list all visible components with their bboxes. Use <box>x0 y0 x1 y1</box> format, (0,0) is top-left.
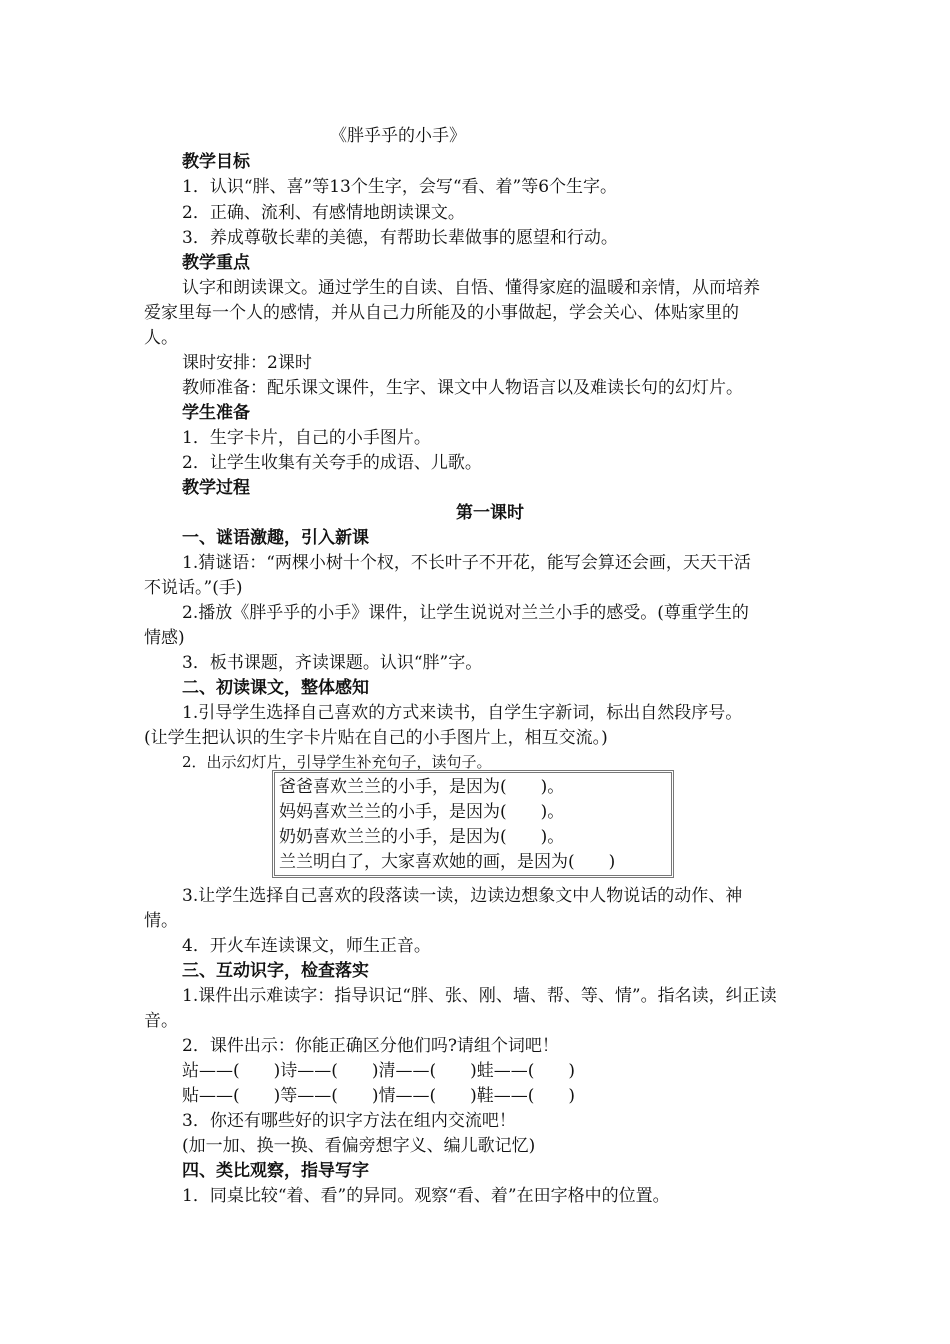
section3-text: (加一加、换一换、看偏旁想字义、编儿歌记忆) <box>182 1136 536 1156</box>
teacher-prep-text: 教师准备：配乐课文课件，生字、课文中人物语言以及难读长句的幻灯片。 <box>182 378 743 398</box>
section1-text: 情感) <box>144 628 185 648</box>
objective-item: 3．养成尊敬长辈的美德，有帮助长辈做事的愿望和行动。 <box>182 228 618 248</box>
section3-text: 音。 <box>144 1011 178 1031</box>
objectives-heading: 教学目标 <box>182 152 250 172</box>
schedule-text: 课时安排：2课时 <box>182 353 312 373</box>
section2-text: 3.让学生选择自己喜欢的段落读一读，边读边想象文中人物说话的动作、神 <box>182 886 743 906</box>
objective-item: 1．认识“胖、喜”等13个生字，会写“看、着”等6个生字。 <box>182 177 618 197</box>
process-heading: 教学过程 <box>182 478 250 498</box>
section2-text: 2．出示幻灯片，引导学生补充句子，读句子。 <box>182 753 492 771</box>
section4-text: 1．同桌比较“着、看”的异同。观察“看、着”在田字格中的位置。 <box>182 1186 670 1206</box>
section3-text: 3．你还有哪些好的识字方法在组内交流吧！ <box>182 1111 516 1131</box>
section3-heading: 三、互动识字，检查落实 <box>182 961 369 981</box>
student-prep-item: 1．生字卡片，自己的小手图片。 <box>182 428 431 448</box>
keypoints-heading: 教学重点 <box>182 253 250 273</box>
section1-text: 1.猜谜语：“两棵小树十个杈，不长叶子不开花，能写会算还会画，天天干活 <box>182 553 751 573</box>
section3-text: 1.课件出示难读字：指导识记“胖、张、刚、墙、帮、等、情”。指名读，纠正读 <box>182 986 777 1006</box>
lesson-heading: 第一课时 <box>456 503 524 523</box>
sentence-line: 奶奶喜欢兰兰的小手，是因为( )。 <box>279 827 565 847</box>
section1-text: 2.播放《胖乎乎的小手》课件，让学生说说对兰兰小手的感受。(尊重学生的 <box>182 603 749 623</box>
sentence-line: 爸爸喜欢兰兰的小手，是因为( )。 <box>279 777 565 797</box>
section1-text: 3．板书课题，齐读课题。认识“胖”字。 <box>182 653 483 673</box>
sentence-line: 兰兰明白了，大家喜欢她的画，是因为( ) <box>279 852 616 872</box>
student-prep-item: 2．让学生收集有关夸手的成语、儿歌。 <box>182 453 482 473</box>
document-title: 《胖乎乎的小手》 <box>330 126 466 146</box>
keypoints-text: 爱家里每一个人的感情，并从自己力所能及的小事做起，学会关心、体贴家里的 <box>144 303 739 323</box>
sentence-box <box>272 770 674 878</box>
section4-heading: 四、类比观察，指导写字 <box>182 1161 369 1181</box>
objective-item: 2．正确、流利、有感情地朗读课文。 <box>182 203 465 223</box>
sentence-line: 妈妈喜欢兰兰的小手，是因为( )。 <box>279 802 565 822</box>
section2-text: 4．开火车连读课文，师生正音。 <box>182 936 431 956</box>
section2-text: 情。 <box>144 911 178 931</box>
word-pair-row: 贴——( )等——( )情——( )鞋——( ) <box>182 1086 576 1106</box>
keypoints-text: 人。 <box>144 328 178 348</box>
section2-heading: 二、初读课文，整体感知 <box>182 678 369 698</box>
section2-text: (让学生把认识的生字卡片贴在自己的小手图片上，相互交流。) <box>144 728 608 748</box>
word-pair-row: 站——( )诗——( )清——( )蛙——( ) <box>182 1061 576 1081</box>
section1-heading: 一、谜语激趣，引入新课 <box>182 528 369 548</box>
keypoints-text: 认字和朗读课文。通过学生的自读、自悟、懂得家庭的温暖和亲情，从而培养 <box>182 278 760 298</box>
section1-text: 不说话。”(手) <box>144 578 243 598</box>
section3-text: 2．课件出示：你能正确区分他们吗?请组个词吧！ <box>182 1036 559 1056</box>
section2-text: 1.引导学生选择自己喜欢的方式来读书，自学生字新词，标出自然段序号。 <box>182 703 743 723</box>
student-prep-heading: 学生准备 <box>182 403 250 423</box>
